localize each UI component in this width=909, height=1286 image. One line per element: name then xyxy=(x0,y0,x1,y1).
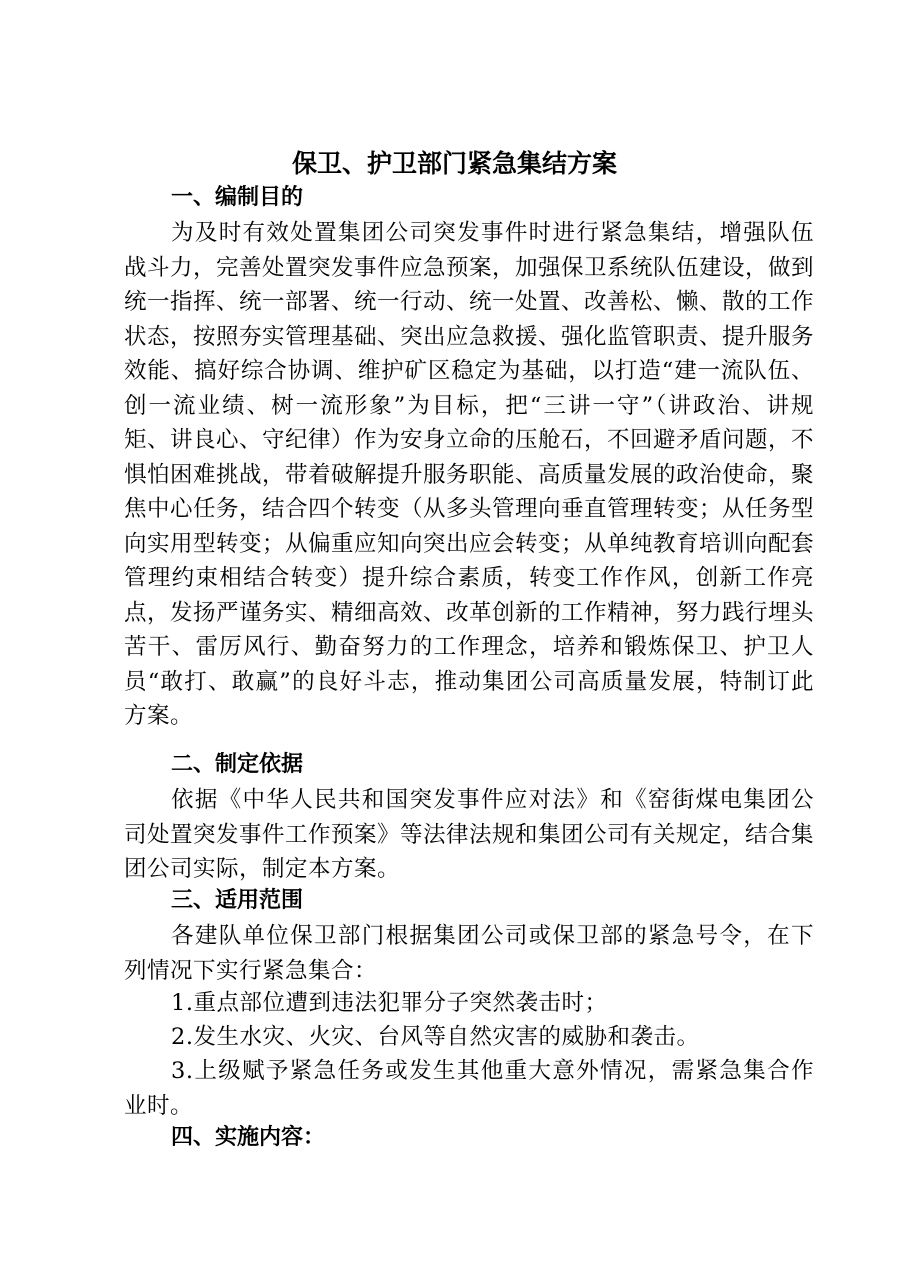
paragraph-scope-intro: 各建队单位保卫部门根据集团公司或保卫部的紧急号令，在下列情况下实行紧急集合： xyxy=(124,923,814,984)
section-heading-scope: 三、适用范围 xyxy=(171,888,304,913)
section-heading-basis: 二、制定依据 xyxy=(171,752,304,777)
document-title: 保卫、护卫部门紧急集结方案 xyxy=(291,149,617,178)
section-heading-implementation: 四、实施内容： xyxy=(171,1125,326,1150)
list-item-scope-3: 3.上级赋予紧急任务或发生其他重大意外情况，需紧急集合作业时。 xyxy=(124,1058,814,1119)
section-heading-purpose: 一、编制目的 xyxy=(171,185,304,210)
paragraph-basis: 依据《中华人民共和国突发事件应对法》和《窑街煤电集团公司处置突发事件工作预案》等法律法规和集团公司有关规定，结合集团公司实际，制定本方案。 xyxy=(124,787,815,882)
list-item-scope-2: 2.发生水灾、火灾、台风等自然灾害的威胁和袭击。 xyxy=(171,1024,700,1050)
paragraph-purpose: 为及时有效处置集团公司突发事件时进行紧急集结，增强队伍战斗力，完善处置突发事件应急预案，加强保卫系统队伍建设，做到统一指挥、统一部署、统一行动、统一处置、改善松、懒、散的工作状态，按照夯实管理基础、突出应急救援、强化监管职责、提升服务效能、搞好综合协调、维护矿区稳定为基础，以打造“建一流队伍、创一流业绩、树一流形象”为目标，把“三讲一守”（讲政治、讲规矩、讲良心、守纪律）作为安身立命的压舱石，不回避矛盾问题，不惧怕困难挑战，带着破解提升服务职能、高质量发展的政治使命，聚焦中心任务，结合四个转变（从多头管理向垂直管理转变；从任务型向实用型转变；从偏重应知向突出应会转变；从单纯教育培训向配套管理约束相结合转变）提升综合素质，转变工作作风，创新工作亮点，发扬严谨务实、精细高效、改革创新的工作精神，努力践行埋头苦干、雷厉风行、勤奋努力的工作理念，培养和锻炼保卫、护卫人员“敢打、敢赢”的良好斗志，推动集团公司高质量发展，特制订此方案。 xyxy=(124,220,815,729)
list-item-scope-1: 1.重点部位遭到违法犯罪分子突然袭击时； xyxy=(171,990,608,1016)
